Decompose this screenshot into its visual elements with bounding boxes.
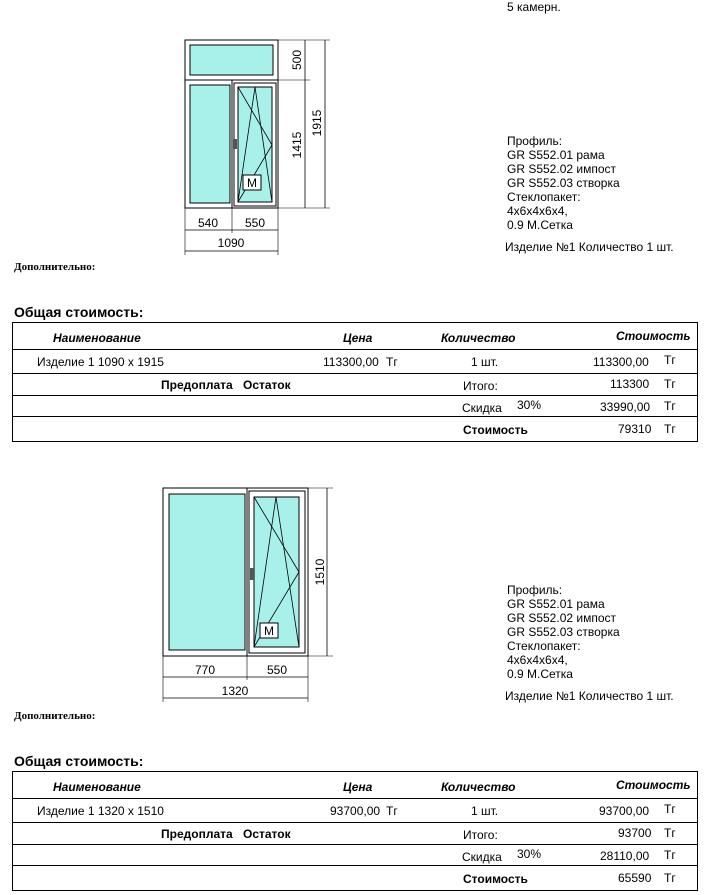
dim-total-h: 1915 [310, 109, 324, 137]
left-glass [169, 494, 245, 650]
table-header: Наименование Цена Количество Стоимость [13, 772, 697, 799]
transom-glass [190, 45, 273, 75]
table-row: Изделие 1 1090 x 1915 113300,00 Тг 1 шт. 113300,00 Тг [13, 350, 697, 374]
cost-table-2 [12, 771, 698, 891]
dim-bottom: 1415 [290, 131, 304, 159]
table-row: Изделие 1 1320 x 1510 93700,00 Тг 1 шт. 93700,00 Тг [13, 799, 697, 823]
handle-icon [250, 568, 254, 580]
dim-top: 500 [290, 49, 304, 71]
product-line-1: Изделие №1 Количество 1 шт. [505, 240, 674, 254]
additional-label-2: Дополнительно: [14, 710, 96, 722]
mesh-marker: M [247, 176, 257, 190]
subtotal-row: Предоплата Остаток Итого: 93700 Тг [13, 823, 697, 845]
top-note: 5 камерн. [507, 0, 561, 14]
dim-total-h: 1510 [313, 558, 327, 586]
window-drawing-1 [175, 35, 340, 260]
final-row: Стоимость 65590 Тг [463, 871, 676, 886]
total-title-2: Общая стоимость: [14, 753, 144, 769]
dim-right-w: 550 [266, 663, 288, 677]
cost-table-1 [12, 322, 698, 442]
additional-label-1: Дополнительно: [14, 261, 96, 273]
total-title-1: Общая стоимость: [14, 304, 144, 320]
window-drawing-2 [155, 480, 340, 705]
mesh-marker: M [264, 624, 274, 638]
spec-block-1: Профиль: GR S552.01 рама GR S552.02 импост GR S552.03 створка Стеклопакет: 4x6x4x6x4, 0.9 М.Сетка [507, 134, 620, 232]
dim-left-w: 540 [197, 216, 219, 230]
final-row: Стоимость 79310 Тг [463, 422, 676, 437]
dim-total-w: 1090 [217, 236, 245, 250]
spec-block-2: Профиль: GR S552.01 рама GR S552.02 импост GR S552.03 створка Стеклопакет: 4x6x4x6x4, 0.9 М.Сетка [507, 583, 620, 681]
subtotal-row: Предоплата Остаток Итого: 113300 Тг [13, 374, 697, 396]
discount-row: Скидка 30% 28110,00 Тг [13, 845, 697, 866]
product-line-2: Изделие №1 Количество 1 шт. [505, 689, 674, 703]
handle-icon [233, 139, 237, 149]
table-header: Наименование Цена Количество Стоимость [13, 323, 697, 350]
dim-right-w: 550 [244, 216, 266, 230]
dim-left-w: 770 [194, 663, 216, 677]
dim-total-w: 1320 [221, 684, 249, 698]
left-glass [190, 85, 230, 203]
discount-row: Скидка 30% 33990,00 Тг [13, 396, 697, 417]
